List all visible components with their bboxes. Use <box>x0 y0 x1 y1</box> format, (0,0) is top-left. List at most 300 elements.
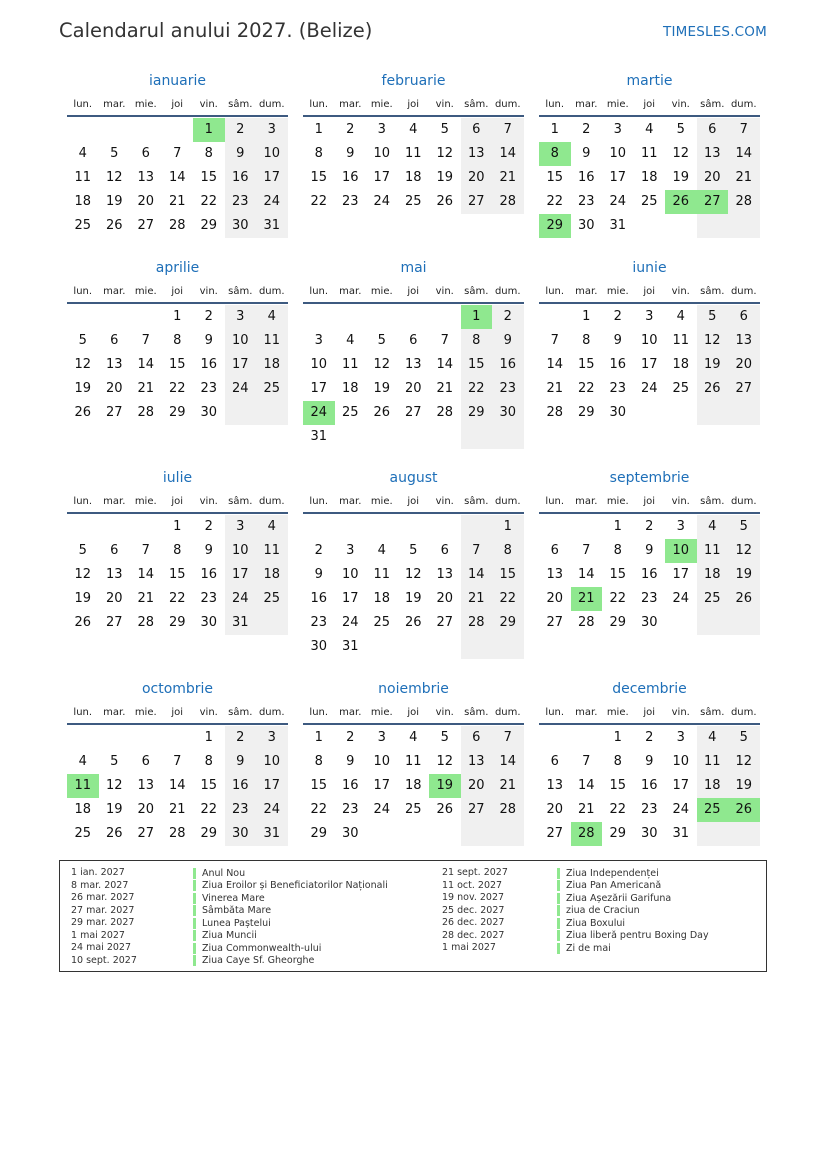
weekday-label: mar. <box>103 496 126 507</box>
day-cell: 8 <box>613 543 622 558</box>
day-cell: 17 <box>672 778 690 793</box>
weekday-label: dum. <box>258 707 285 718</box>
day-cell: 5 <box>676 122 685 137</box>
weekday-label: sâm. <box>464 286 489 297</box>
holiday-day-cell: 26 <box>728 798 760 822</box>
day-cell: 23 <box>640 591 658 606</box>
weekday-label: joi <box>171 286 184 297</box>
day-cell: 19 <box>105 802 123 817</box>
day-cell: 16 <box>609 357 627 372</box>
day-cell: 12 <box>735 754 753 769</box>
day-cell: 12 <box>672 146 690 161</box>
day-cell: 2 <box>645 519 654 534</box>
day-cell: 8 <box>314 146 323 161</box>
weekday-label: mie. <box>134 707 157 718</box>
day-cell: 23 <box>499 381 517 396</box>
day-cell: 15 <box>609 567 627 582</box>
holiday-day-cell: 29 <box>539 214 571 238</box>
day-cell: 14 <box>546 357 564 372</box>
day-cell: 5 <box>739 730 748 745</box>
weekday-label: lun. <box>309 496 329 507</box>
day-cell: 1 <box>503 519 512 534</box>
day-cell: 6 <box>739 309 748 324</box>
day-cell: 19 <box>703 357 721 372</box>
weekday-label: lun. <box>73 496 93 507</box>
day-cell: 4 <box>78 146 87 161</box>
day-cell: 16 <box>577 170 595 185</box>
day-cell: 11 <box>74 170 92 185</box>
day-cell: 23 <box>231 194 249 209</box>
day-cell: 31 <box>609 218 627 233</box>
day-cell: 3 <box>236 309 245 324</box>
day-cell: 23 <box>200 591 218 606</box>
day-cell: 15 <box>168 567 186 582</box>
day-cell: 14 <box>499 754 517 769</box>
day-cell: 22 <box>168 591 186 606</box>
holiday-day-cell: 26 <box>665 190 697 214</box>
day-cell: 9 <box>204 333 213 348</box>
day-cell: 3 <box>377 122 386 137</box>
weekday-label: mar. <box>103 707 126 718</box>
day-cell: 25 <box>263 381 281 396</box>
weekday-label: mar. <box>339 496 362 507</box>
legend-date: 25 dec. 2027 <box>442 904 505 916</box>
weekday-label: sâm. <box>700 286 725 297</box>
day-cell: 23 <box>341 194 359 209</box>
day-cell: 11 <box>263 333 281 348</box>
day-cell: 24 <box>672 802 690 817</box>
weekday-label: mie. <box>370 707 393 718</box>
legend-holiday-name: Ziua liberă pentru Boxing Day <box>557 930 709 941</box>
day-cell: 9 <box>314 567 323 582</box>
day-cell: 28 <box>168 218 186 233</box>
weekday-label: mar. <box>575 99 598 110</box>
day-cell: 10 <box>640 333 658 348</box>
day-cell: 29 <box>609 826 627 841</box>
day-cell: 20 <box>105 381 123 396</box>
weekday-label: dum. <box>494 496 521 507</box>
day-cell: 1 <box>204 730 213 745</box>
day-cell: 26 <box>703 381 721 396</box>
day-cell: 4 <box>409 730 418 745</box>
weekday-label: sâm. <box>700 707 725 718</box>
day-cell: 12 <box>436 146 454 161</box>
day-cell: 24 <box>373 802 391 817</box>
day-cell: 13 <box>735 333 753 348</box>
day-cell: 25 <box>404 194 422 209</box>
day-cell: 16 <box>231 778 249 793</box>
day-cell: 30 <box>499 405 517 420</box>
weekday-label: mie. <box>370 286 393 297</box>
day-cell: 4 <box>409 122 418 137</box>
day-cell: 7 <box>739 122 748 137</box>
day-cell: 24 <box>231 381 249 396</box>
day-cell: 16 <box>341 778 359 793</box>
legend-date: 27 mar. 2027 <box>71 904 135 916</box>
weekday-label: dum. <box>730 496 757 507</box>
day-cell: 30 <box>577 218 595 233</box>
day-cell: 8 <box>204 146 213 161</box>
day-cell: 2 <box>236 122 245 137</box>
day-cell: 2 <box>314 543 323 558</box>
weekday-header <box>303 707 524 721</box>
day-cell: 11 <box>404 754 422 769</box>
day-cell: 5 <box>110 146 119 161</box>
day-cell: 26 <box>105 826 123 841</box>
day-cell: 1 <box>613 519 622 534</box>
day-cell: 21 <box>735 170 753 185</box>
day-cell: 5 <box>377 333 386 348</box>
day-cell: 17 <box>310 381 328 396</box>
day-cell: 1 <box>582 309 591 324</box>
day-cell: 13 <box>137 170 155 185</box>
day-cell: 5 <box>440 730 449 745</box>
day-cell: 18 <box>640 170 658 185</box>
weekday-label: mar. <box>339 99 362 110</box>
day-cell: 22 <box>310 194 328 209</box>
day-cell: 11 <box>703 543 721 558</box>
weekday-label: mar. <box>339 707 362 718</box>
day-cell: 22 <box>200 802 218 817</box>
day-cell: 19 <box>74 591 92 606</box>
day-cell: 6 <box>141 754 150 769</box>
day-cell: 15 <box>546 170 564 185</box>
day-cell: 3 <box>267 122 276 137</box>
legend-holiday-name: Ziua Commonwealth-ului <box>193 943 321 954</box>
weekday-label: lun. <box>309 99 329 110</box>
day-cell: 2 <box>346 122 355 137</box>
day-cell: 3 <box>377 730 386 745</box>
day-cell: 21 <box>168 802 186 817</box>
day-cell: 15 <box>310 778 328 793</box>
day-cell: 2 <box>503 309 512 324</box>
weekday-label: mie. <box>606 707 629 718</box>
day-cell: 27 <box>735 381 753 396</box>
day-cell: 9 <box>346 146 355 161</box>
weekday-label: joi <box>407 286 420 297</box>
day-cell: 12 <box>404 567 422 582</box>
day-cell: 14 <box>577 567 595 582</box>
weekday-label: sâm. <box>464 496 489 507</box>
day-cell: 14 <box>499 146 517 161</box>
weekday-label: joi <box>171 707 184 718</box>
day-cell: 17 <box>263 170 281 185</box>
legend-date: 8 mar. 2027 <box>71 879 129 891</box>
weekday-label: vin. <box>435 496 454 507</box>
day-cell: 18 <box>672 357 690 372</box>
day-cell: 23 <box>640 802 658 817</box>
header-rule <box>67 723 288 725</box>
day-cell: 10 <box>263 146 281 161</box>
day-cell: 29 <box>168 615 186 630</box>
weekday-label: vin. <box>671 707 690 718</box>
day-cell: 21 <box>436 381 454 396</box>
day-cell: 16 <box>200 567 218 582</box>
legend-date: 26 dec. 2027 <box>442 917 505 928</box>
holiday-day-cell: 27 <box>697 190 729 214</box>
day-cell: 27 <box>105 615 123 630</box>
day-cell: 19 <box>436 170 454 185</box>
weekday-label: mar. <box>575 286 598 297</box>
day-cell: 6 <box>141 146 150 161</box>
day-cell: 15 <box>609 778 627 793</box>
day-cell: 16 <box>341 170 359 185</box>
day-cell: 25 <box>263 591 281 606</box>
month-name: aprilie <box>155 260 200 276</box>
legend-holiday-name: Vinerea Mare <box>193 893 265 904</box>
month-name: martie <box>626 73 673 89</box>
day-cell: 11 <box>672 333 690 348</box>
day-cell: 25 <box>640 194 658 209</box>
weekday-label: lun. <box>73 99 93 110</box>
day-cell: 22 <box>168 381 186 396</box>
day-cell: 18 <box>263 567 281 582</box>
day-cell: 28 <box>436 405 454 420</box>
day-cell: 12 <box>373 357 391 372</box>
header-rule <box>539 512 760 514</box>
weekday-label: sâm. <box>228 99 253 110</box>
weekday-label: dum. <box>494 99 521 110</box>
day-cell: 15 <box>467 357 485 372</box>
legend-holiday-name: Anul Nou <box>193 868 245 879</box>
day-cell: 21 <box>168 194 186 209</box>
day-cell: 13 <box>436 567 454 582</box>
weekday-label: vin. <box>199 286 218 297</box>
day-cell: 24 <box>263 802 281 817</box>
day-cell: 22 <box>546 194 564 209</box>
day-cell: 15 <box>200 778 218 793</box>
day-cell: 30 <box>310 639 328 654</box>
day-cell: 26 <box>74 615 92 630</box>
day-cell: 22 <box>609 591 627 606</box>
day-cell: 15 <box>577 357 595 372</box>
day-cell: 1 <box>314 730 323 745</box>
header-rule <box>303 512 524 514</box>
day-cell: 17 <box>672 567 690 582</box>
day-cell: 27 <box>436 615 454 630</box>
day-cell: 25 <box>672 381 690 396</box>
day-cell: 25 <box>341 405 359 420</box>
weekday-header <box>539 707 760 721</box>
weekday-label: sâm. <box>464 707 489 718</box>
day-cell: 10 <box>609 146 627 161</box>
day-cell: 29 <box>577 405 595 420</box>
month-name: februarie <box>381 73 446 89</box>
day-cell: 20 <box>546 591 564 606</box>
day-cell: 10 <box>231 543 249 558</box>
day-cell: 1 <box>173 309 182 324</box>
day-cell: 26 <box>74 405 92 420</box>
month-name: iunie <box>632 260 667 276</box>
day-cell: 17 <box>263 778 281 793</box>
legend-holiday-name: Zi de mai <box>557 943 611 954</box>
day-cell: 13 <box>137 778 155 793</box>
day-cell: 27 <box>137 826 155 841</box>
weekday-header <box>67 496 288 510</box>
month-name: decembrie <box>612 681 687 697</box>
weekday-label: sâm. <box>228 286 253 297</box>
day-cell: 24 <box>609 194 627 209</box>
day-cell: 28 <box>137 615 155 630</box>
day-cell: 17 <box>373 170 391 185</box>
day-cell: 12 <box>735 543 753 558</box>
legend-holiday-name: Ziua Pan Americană <box>557 880 661 891</box>
weekday-label: vin. <box>435 286 454 297</box>
day-cell: 27 <box>404 405 422 420</box>
weekday-label: dum. <box>258 99 285 110</box>
day-cell: 30 <box>231 218 249 233</box>
day-cell: 20 <box>703 170 721 185</box>
weekday-label: sâm. <box>700 496 725 507</box>
weekday-header <box>303 99 524 113</box>
holiday-day-cell: 25 <box>697 798 729 822</box>
day-cell: 3 <box>267 730 276 745</box>
holiday-legend <box>59 860 767 972</box>
day-cell: 13 <box>546 778 564 793</box>
day-cell: 5 <box>739 519 748 534</box>
weekday-label: mar. <box>575 707 598 718</box>
day-cell: 6 <box>472 730 481 745</box>
month-name: ianuarie <box>148 73 207 89</box>
day-cell: 31 <box>310 429 328 444</box>
day-cell: 1 <box>613 730 622 745</box>
weekday-label: sâm. <box>228 496 253 507</box>
day-cell: 12 <box>703 333 721 348</box>
brand-link[interactable]: TIMESLES.COM <box>663 24 767 40</box>
weekday-label: vin. <box>199 496 218 507</box>
day-cell: 5 <box>440 122 449 137</box>
weekday-header <box>67 286 288 300</box>
weekday-label: mie. <box>606 286 629 297</box>
weekday-label: lun. <box>545 99 565 110</box>
day-cell: 12 <box>74 567 92 582</box>
day-cell: 9 <box>236 146 245 161</box>
day-cell: 14 <box>436 357 454 372</box>
header-rule <box>539 302 760 304</box>
day-cell: 23 <box>310 615 328 630</box>
day-cell: 5 <box>409 543 418 558</box>
day-cell: 4 <box>346 333 355 348</box>
weekday-label: mar. <box>103 286 126 297</box>
day-cell: 30 <box>200 615 218 630</box>
day-cell: 29 <box>310 826 328 841</box>
day-cell: 31 <box>263 826 281 841</box>
day-cell: 1 <box>314 122 323 137</box>
day-cell: 16 <box>310 591 328 606</box>
day-cell: 8 <box>314 754 323 769</box>
legend-holiday-name: Ziua Boxului <box>557 918 625 929</box>
day-cell: 9 <box>346 754 355 769</box>
day-cell: 8 <box>503 543 512 558</box>
weekday-label: vin. <box>435 707 454 718</box>
weekday-label: dum. <box>730 707 757 718</box>
day-cell: 2 <box>613 309 622 324</box>
day-cell: 4 <box>676 309 685 324</box>
weekday-header <box>539 496 760 510</box>
day-cell: 25 <box>74 218 92 233</box>
day-cell: 7 <box>472 543 481 558</box>
day-cell: 17 <box>373 778 391 793</box>
day-cell: 22 <box>577 381 595 396</box>
day-cell: 3 <box>676 730 685 745</box>
day-cell: 18 <box>263 357 281 372</box>
day-cell: 11 <box>703 754 721 769</box>
legend-holiday-name: Sâmbăta Mare <box>193 905 271 916</box>
day-cell: 27 <box>467 194 485 209</box>
day-cell: 17 <box>231 567 249 582</box>
day-cell: 7 <box>582 754 591 769</box>
weekday-label: vin. <box>435 99 454 110</box>
day-cell: 2 <box>204 519 213 534</box>
legend-date: 21 sept. 2027 <box>442 867 508 878</box>
day-cell: 14 <box>467 567 485 582</box>
day-cell: 16 <box>499 357 517 372</box>
weekday-label: mie. <box>134 99 157 110</box>
weekday-label: mar. <box>103 99 126 110</box>
day-cell: 10 <box>263 754 281 769</box>
day-cell: 9 <box>645 543 654 558</box>
day-cell: 19 <box>672 170 690 185</box>
month-name: mai <box>400 260 427 276</box>
day-cell: 27 <box>105 405 123 420</box>
day-cell: 3 <box>314 333 323 348</box>
day-cell: 6 <box>110 543 119 558</box>
day-cell: 28 <box>467 615 485 630</box>
day-cell: 25 <box>404 802 422 817</box>
day-cell: 21 <box>467 591 485 606</box>
day-cell: 5 <box>110 754 119 769</box>
holiday-day-cell: 28 <box>571 822 603 846</box>
legend-date: 11 oct. 2027 <box>442 879 503 891</box>
weekday-label: lun. <box>545 707 565 718</box>
day-cell: 9 <box>613 333 622 348</box>
holiday-day-cell: 21 <box>571 587 603 611</box>
header-rule <box>67 512 288 514</box>
weekday-label: dum. <box>258 286 285 297</box>
day-cell: 26 <box>735 591 753 606</box>
month-name: septembrie <box>609 470 690 486</box>
day-cell: 12 <box>436 754 454 769</box>
day-cell: 22 <box>499 591 517 606</box>
day-cell: 29 <box>168 405 186 420</box>
day-cell: 30 <box>341 826 359 841</box>
day-cell: 9 <box>582 146 591 161</box>
day-cell: 20 <box>467 778 485 793</box>
day-cell: 4 <box>267 309 276 324</box>
day-cell: 13 <box>404 357 422 372</box>
day-cell: 10 <box>231 333 249 348</box>
day-cell: 4 <box>708 519 717 534</box>
day-cell: 20 <box>467 170 485 185</box>
day-cell: 18 <box>703 567 721 582</box>
day-cell: 10 <box>373 754 391 769</box>
day-cell: 10 <box>310 357 328 372</box>
day-cell: 28 <box>168 826 186 841</box>
day-cell: 9 <box>503 333 512 348</box>
header-rule <box>303 115 524 117</box>
month-name: iulie <box>162 470 193 486</box>
day-cell: 6 <box>440 543 449 558</box>
day-cell: 19 <box>735 778 753 793</box>
day-cell: 5 <box>78 333 87 348</box>
holiday-day-cell: 1 <box>461 305 493 329</box>
day-cell: 24 <box>672 591 690 606</box>
day-cell: 8 <box>613 754 622 769</box>
legend-holiday-name: Ziua Caye Sf. Gheorghe <box>193 955 314 966</box>
weekday-header <box>539 99 760 113</box>
day-cell: 22 <box>467 381 485 396</box>
day-cell: 31 <box>341 639 359 654</box>
